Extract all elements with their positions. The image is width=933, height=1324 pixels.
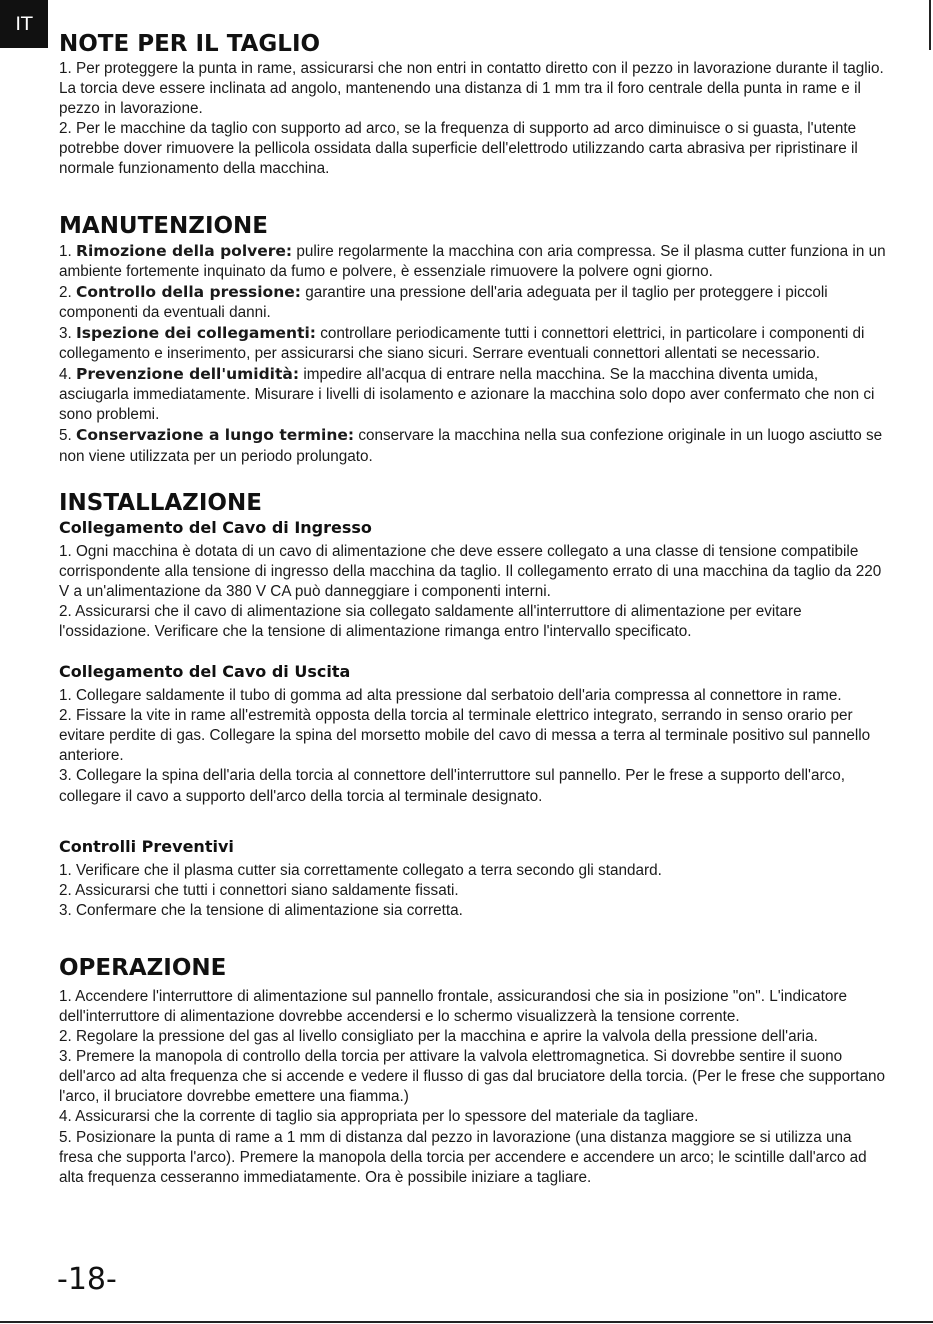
controlli-item-1: 1. Verificare che il plasma cutter sia correttamente collegato a terra secondo gli standard. [59, 861, 662, 879]
item-number: 3. [59, 324, 72, 342]
item-text: conservare la macchina nella sua confezione originale in un luogo asciutto se non viene utilizzata per un periodo prolungato. [59, 427, 883, 465]
ingresso-item-2: 2. Assicurarsi che il cavo di alimentazione sia collegato saldamente all'interruttore di alimentazione per evitare l'ossidazione. Verificare che la tensione di alimentazione rimanga entro l'intervallo specificato. [59, 602, 802, 640]
item-text: garantire una pressione dell'aria adeguata per il taglio per proteggere i piccoli componenti da eventuali danni. [59, 283, 828, 321]
item-key: Conservazione a lungo termine: [76, 426, 355, 445]
ingresso-item-1: 1. Ogni macchina è dotata di un cavo di alimentazione che deve essere collegato a una classe di tensione compatibile corrispondente alla tensione di ingresso della macchina da taglio. Il collegamento errato di una macchina da taglio da 220 V a un'alimentazione da 380 V CA può danneggiare i componenti interni. [59, 542, 882, 600]
item-text: pulire regolarmente la macchina con aria compressa. Se il plasma cutter funziona in un ambiente fortemente inquinato da fumo e polvere, è essenziale rimuovere la polvere ogni giorno. [59, 242, 886, 280]
manutenzione-item-3 [59, 323, 889, 364]
item-text: impedire all'acqua di entrare nella macchina. Se la macchina diventa umida, asciugarla immediatamente. Misurare i livelli di isolamento e azionare la macchina solo dopo aver confermato che non ci sono problemi. [59, 366, 875, 424]
item-key: Prevenzione dell'umidità: [76, 365, 300, 384]
top-right-rule [929, 0, 931, 50]
section-title-note-taglio: NOTE PER IL TAGLIO [59, 31, 321, 57]
page-content [59, 29, 889, 1188]
section-title-installazione: INSTALLAZIONE [59, 489, 262, 516]
manutenzione-item-1 [59, 241, 889, 282]
item-number: 1. [59, 242, 72, 260]
operazione-item-5: 5. Posizionare la punta di rame a 1 mm di distanza dal pezzo in lavorazione (una distanza maggiore se si utilizza una fresa che supporta l'arco). Premere la manopola della torcia per accendere e accendere un arco; le scintille dall'arco ad alta frequenza cesseranno immediatamente. Ora è possibile iniziare a tagliare. [59, 1128, 867, 1186]
manutenzione-item-5 [59, 425, 889, 466]
bottom-rule [0, 1321, 933, 1323]
language-tab: IT [0, 0, 48, 48]
operazione-item-1: 1. Accendere l'interruttore di alimentazione sul pannello frontale, assicurandosi che sia in posizione "on". L'indicatore dell'interruttore di alimentazione dovrebbe accendersi e lo schermo visualizzerà la tensione corrente. [59, 987, 847, 1025]
controlli-item-2: 2. Assicurarsi che tutti i connettori siano saldamente fissati. [59, 881, 459, 899]
manutenzione-item-4 [59, 364, 889, 425]
section-title-manutenzione: MANUTENZIONE [59, 212, 269, 239]
section-title-operazione: OPERAZIONE [59, 954, 227, 981]
uscita-item-2: 2. Fissare la vite in rame all'estremità opposta della torcia al terminale elettrico integrato, serrando in senso orario per evitare perdite di gas. Collegare la spina del morsetto mobile del cavo di messa a terra al terminale positivo sul pannello anteriore. [59, 707, 871, 765]
subsection-title-ingresso: Collegamento del Cavo di Ingresso [59, 517, 372, 537]
operazione-item-3: 3. Premere la manopola di controllo della torcia per attivare la valvola elettromagnetica. Si dovrebbe sentire il suono dell'arco ad alta frequenza che si accende e vedere il flusso di gas dal bruciatore della torcia. (Per le frese che supportano l'arco, il bruciatore dovrebbe emettere una fiamma.) [59, 1048, 886, 1106]
subsection-title-uscita: Collegamento del Cavo di Uscita [59, 662, 351, 682]
item-number: 5. [59, 427, 72, 445]
item-key: Ispezione dei collegamenti: [76, 323, 317, 342]
item-number: 2. [59, 283, 72, 301]
section-operazione [59, 953, 889, 1188]
section-note-taglio [59, 29, 889, 180]
section-installazione [59, 488, 889, 921]
note-taglio-item-1: 1. Per proteggere la punta in rame, assicurarsi che non entri in contatto diretto con il pezzo in lavorazione durante il taglio. La torcia deve essere inclinata ad angolo, mantenendo una distanza di 1 mm tra il foro centrale della punta in rame e il pezzo in lavorazione. [59, 60, 884, 118]
subsection-title-controlli: Controlli Preventivi [59, 836, 234, 856]
uscita-item-3: 3. Collegare la spina dell'aria della torcia al connettore dell'interruttore sul pannello. Per le frese a supporto dell'arco, collegare il cavo a supporto dell'arco della torcia al terminale designato. [59, 767, 845, 805]
uscita-item-1: 1. Collegare saldamente il tubo di gomma ad alta pressione dal serbatoio dell'aria compressa al connettore in rame. [59, 687, 842, 705]
operazione-item-4: 4. Assicurarsi che la corrente di taglio sia appropriata per lo spessore del materiale da tagliare. [59, 1108, 699, 1126]
controlli-item-3: 3. Confermare che la tensione di alimentazione sia corretta. [59, 901, 463, 919]
item-key: Rimozione della polvere: [76, 241, 293, 260]
operazione-item-2: 2. Regolare la pressione del gas al livello consigliato per la macchina e aprire la valvola della pressione dell'aria. [59, 1028, 818, 1046]
page-number: -18- [57, 1262, 117, 1297]
item-key: Controllo della pressione: [76, 282, 301, 301]
section-manutenzione [59, 211, 889, 467]
item-text: controllare periodicamente tutti i connettori elettrici, in particolare i componenti di collegamento e inserimento, per assicurarsi che siano sicuri. Serrare eventuali connettori allentati se necessario. [59, 324, 865, 363]
note-taglio-item-2: 2. Per le macchine da taglio con supporto ad arco, se la frequenza di supporto ad arco diminuisce o si guasta, l'utente potrebbe dover rimuovere la pellicola ossidata dalla superficie dell'elettrodo utilizzando carta abrasiva per ripristinare il normale funzionamento della macchina. [59, 120, 858, 178]
item-number: 4. [59, 366, 72, 384]
manutenzione-item-2 [59, 282, 889, 323]
